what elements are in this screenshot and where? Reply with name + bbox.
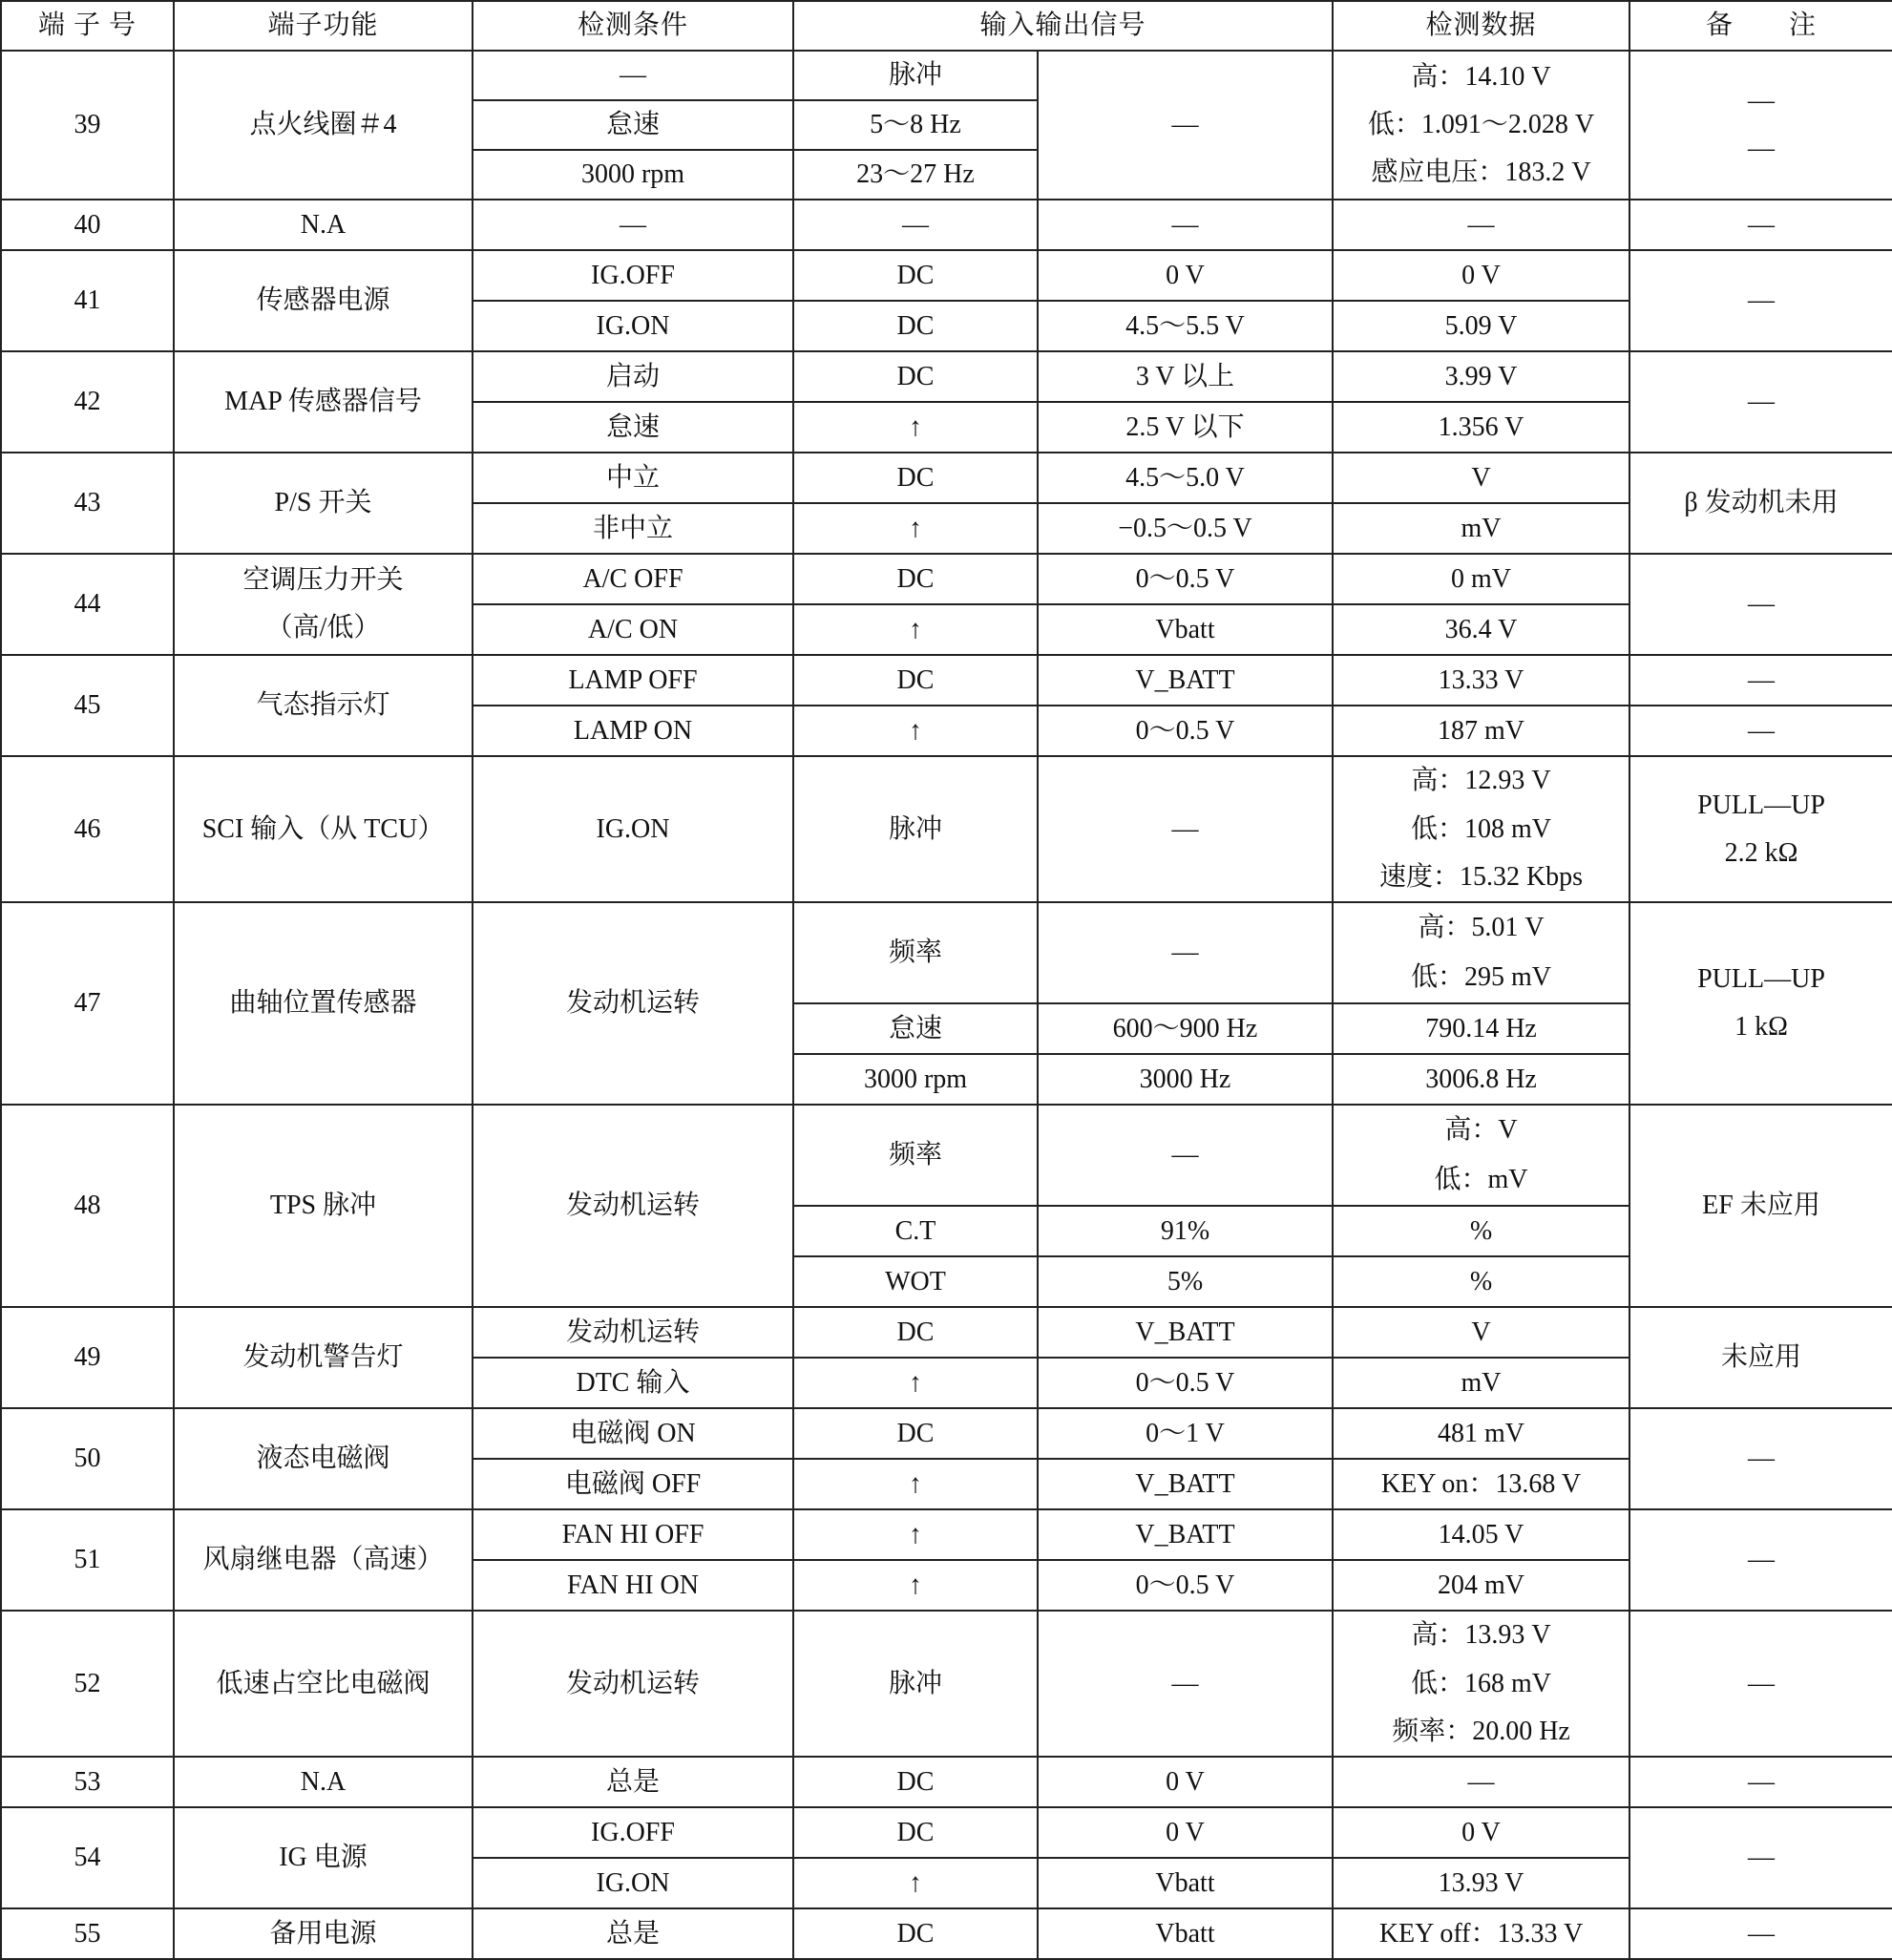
measured-data: V [1333, 453, 1629, 503]
measured-data: 36.4 V [1333, 604, 1629, 655]
measured-data: 3006.8 Hz [1333, 1054, 1629, 1105]
condition: FAN HI ON [473, 1560, 793, 1611]
signal-type: ↑ [793, 1509, 1038, 1560]
terminal-function: 传感器电源 [174, 250, 473, 351]
signal-value: Vbatt [1038, 1858, 1333, 1908]
measured-high: 高：13.93 V [1333, 1611, 1629, 1659]
condition: IG.ON [473, 756, 793, 902]
signal-value: 0 V [1038, 250, 1333, 301]
table-row [1, 756, 1892, 805]
signal-type: 脉冲 [793, 756, 1038, 902]
condition: 发动机运转 [473, 1105, 793, 1307]
measured-data: — [1333, 200, 1629, 250]
terminal-no: 54 [1, 1807, 174, 1908]
measured-data: 0 mV [1333, 554, 1629, 604]
terminal-no: 53 [1, 1757, 174, 1807]
condition: — [473, 51, 793, 100]
signal-value: Vbatt [1038, 1908, 1333, 1959]
signal-type: C.T [793, 1206, 1038, 1256]
terminal-no: 48 [1, 1105, 174, 1307]
terminal-function: 发动机警告灯 [174, 1307, 473, 1408]
signal-value: 0～0.5 V [1038, 554, 1333, 604]
signal-type: 3000 rpm [793, 1054, 1038, 1105]
signal-value: 0～0.5 V [1038, 1560, 1333, 1611]
measured-data: % [1333, 1256, 1629, 1307]
remark-line: PULL—UP [1697, 790, 1825, 820]
measured-data: 14.05 V [1333, 1509, 1629, 1560]
remark: — [1629, 1611, 1892, 1757]
measured-data: % [1333, 1206, 1629, 1256]
measured-low: 低：108 mV [1333, 805, 1629, 854]
table-row [1, 1908, 1892, 1959]
table-row [1, 1611, 1892, 1659]
measured-frequency: 频率：20.00 Hz [1333, 1708, 1629, 1757]
header-io-signal: 输入输出信号 [793, 1, 1333, 51]
signal-type: DC [793, 554, 1038, 604]
header-row [1, 1, 1892, 51]
signal-type: ↑ [793, 402, 1038, 453]
measured-low: 低：mV [1333, 1155, 1629, 1206]
signal-type: 频率 [793, 902, 1038, 1003]
terminal-function: N.A [174, 1757, 473, 1807]
condition: 中立 [473, 453, 793, 503]
remark [1629, 756, 1892, 902]
measured-data: 481 mV [1333, 1408, 1629, 1459]
measured-data: 790.14 Hz [1333, 1003, 1629, 1054]
table-row [1, 1307, 1892, 1358]
remark: — [1629, 250, 1892, 351]
table-row [1, 1408, 1892, 1459]
remark: — [1629, 706, 1892, 756]
table-row [1, 453, 1892, 503]
signal-type: DC [793, 1908, 1038, 1959]
signal-value: 0～1 V [1038, 1408, 1333, 1459]
terminal-no: 46 [1, 756, 174, 902]
terminal-no: 47 [1, 902, 174, 1105]
measured-data [1333, 51, 1629, 200]
condition: — [473, 200, 793, 250]
table-row [1, 1509, 1892, 1560]
remark: — [1629, 1908, 1892, 1959]
remark: — [1629, 351, 1892, 453]
terminal-function: 风扇继电器（高速） [174, 1509, 473, 1611]
remark [1629, 51, 1892, 200]
remark: — [1629, 1509, 1892, 1611]
terminal-no: 39 [1, 51, 174, 200]
signal-type: ↑ [793, 1858, 1038, 1908]
condition: FAN HI OFF [473, 1509, 793, 1560]
measured-low: 低：295 mV [1333, 953, 1629, 1003]
condition: 启动 [473, 351, 793, 402]
terminal-function: MAP 传感器信号 [174, 351, 473, 453]
condition: 总是 [473, 1908, 793, 1959]
signal-type: 5～8 Hz [793, 100, 1038, 150]
remark: β 发动机未用 [1629, 453, 1892, 554]
signal-value: V_BATT [1038, 1307, 1333, 1358]
signal-type: DC [793, 1408, 1038, 1459]
terminal-function: IG 电源 [174, 1807, 473, 1908]
measured-data: mV [1333, 503, 1629, 554]
measured-high: 高：5.01 V [1333, 902, 1629, 953]
terminal-no: 42 [1, 351, 174, 453]
remark: 未应用 [1629, 1307, 1892, 1408]
condition: 电磁阀 OFF [473, 1459, 793, 1509]
table-row [1, 351, 1892, 402]
table-row [1, 1105, 1892, 1155]
measured-data: 5.09 V [1333, 301, 1629, 351]
signal-value: 4.5～5.5 V [1038, 301, 1333, 351]
remark-line: — [1748, 134, 1776, 163]
signal-type: DC [793, 301, 1038, 351]
signal-value: V_BATT [1038, 1459, 1333, 1509]
signal-type: ↑ [793, 1459, 1038, 1509]
measured-high: 高：V [1333, 1105, 1629, 1155]
signal-type: DC [793, 1807, 1038, 1858]
remark: — [1629, 655, 1892, 706]
signal-type: 23～27 Hz [793, 150, 1038, 200]
signal-type: 怠速 [793, 1003, 1038, 1054]
condition: 发动机运转 [473, 1307, 793, 1358]
signal-value: V_BATT [1038, 1509, 1333, 1560]
signal-type: 脉冲 [793, 1611, 1038, 1757]
table-row [1, 51, 1892, 100]
condition: 发动机运转 [473, 902, 793, 1105]
remark: — [1629, 1757, 1892, 1807]
measured-data: — [1333, 1757, 1629, 1807]
measured-low: 低：1.091～2.028 V [1367, 110, 1595, 139]
signal-type: ↑ [793, 706, 1038, 756]
signal-value: — [1038, 1611, 1333, 1757]
measured-data: KEY on：13.68 V [1333, 1459, 1629, 1509]
condition: LAMP OFF [473, 655, 793, 706]
terminal-no: 49 [1, 1307, 174, 1408]
header-function: 端子功能 [174, 1, 473, 51]
remark: — [1629, 200, 1892, 250]
remark: — [1629, 1408, 1892, 1509]
measured-data: V [1333, 1307, 1629, 1358]
header-terminal-no: 端 子 号 [1, 1, 174, 51]
condition: IG.ON [473, 1858, 793, 1908]
terminal-function: TPS 脉冲 [174, 1105, 473, 1307]
signal-type: ↑ [793, 604, 1038, 655]
measured-induced: 感应电压：183.2 V [1371, 158, 1591, 187]
signal-type: DC [793, 1307, 1038, 1358]
terminal-function [174, 554, 473, 655]
measured-data: 13.33 V [1333, 655, 1629, 706]
terminal-function: 低速占空比电磁阀 [174, 1611, 473, 1757]
terminal-function: 备用电源 [174, 1908, 473, 1959]
condition: A/C ON [473, 604, 793, 655]
terminal-no: 43 [1, 453, 174, 554]
signal-type: DC [793, 1757, 1038, 1807]
signal-value: 91% [1038, 1206, 1333, 1256]
condition: IG.ON [473, 301, 793, 351]
terminal-no: 44 [1, 554, 174, 655]
table-row [1, 1757, 1892, 1807]
measured-data: 0 V [1333, 1807, 1629, 1858]
signal-type: 频率 [793, 1105, 1038, 1206]
signal-value: 0～0.5 V [1038, 706, 1333, 756]
terminal-no: 40 [1, 200, 174, 250]
signal-type: 脉冲 [793, 51, 1038, 100]
terminal-function: N.A [174, 200, 473, 250]
measured-data: 0 V [1333, 250, 1629, 301]
table-row [1, 902, 1892, 953]
signal-type: ↑ [793, 1358, 1038, 1408]
signal-type: ↑ [793, 1560, 1038, 1611]
signal-value: 4.5～5.0 V [1038, 453, 1333, 503]
signal-value: — [1038, 200, 1333, 250]
signal-value: 0～0.5 V [1038, 1358, 1333, 1408]
measured-data: 3.99 V [1333, 351, 1629, 402]
condition: LAMP ON [473, 706, 793, 756]
terminal-function: P/S 开关 [174, 453, 473, 554]
signal-type: WOT [793, 1256, 1038, 1307]
remark-line: PULL—UP [1697, 964, 1825, 994]
measured-data: mV [1333, 1358, 1629, 1408]
remark-line: 2.2 kΩ [1724, 837, 1798, 868]
signal-value: 3000 Hz [1038, 1054, 1333, 1105]
condition: IG.OFF [473, 1807, 793, 1858]
terminal-no: 45 [1, 655, 174, 756]
measured-speed: 速度：15.32 Kbps [1333, 854, 1629, 902]
function-line: 空调压力开关 [242, 565, 404, 595]
signal-value: — [1038, 756, 1333, 902]
condition: IG.OFF [473, 250, 793, 301]
header-remark: 备 注 [1629, 1, 1892, 51]
terminal-no: 52 [1, 1611, 174, 1757]
terminal-no: 41 [1, 250, 174, 351]
signal-type: DC [793, 453, 1038, 503]
condition: 发动机运转 [473, 1611, 793, 1757]
terminal-no: 51 [1, 1509, 174, 1611]
measured-data: 204 mV [1333, 1560, 1629, 1611]
signal-value: 2.5 V 以下 [1038, 402, 1333, 453]
signal-value: 0 V [1038, 1757, 1333, 1807]
measured-high: 高：14.10 V [1411, 62, 1551, 92]
header-data: 检测数据 [1333, 1, 1629, 51]
signal-type: DC [793, 250, 1038, 301]
signal-value: 5% [1038, 1256, 1333, 1307]
condition: 3000 rpm [473, 150, 793, 200]
signal-type: DC [793, 655, 1038, 706]
terminal-function: 曲轴位置传感器 [174, 902, 473, 1105]
signal-value: 600～900 Hz [1038, 1003, 1333, 1054]
remark-line: — [1748, 86, 1776, 116]
table-row [1, 655, 1892, 706]
terminal-function: 点火线圈＃4 [174, 51, 473, 200]
terminal-function: 气态指示灯 [174, 655, 473, 756]
terminal-no: 55 [1, 1908, 174, 1959]
remark-line: 1 kΩ [1734, 1012, 1788, 1042]
condition: 怠速 [473, 402, 793, 453]
function-line: （高/低） [265, 613, 381, 643]
condition: 非中立 [473, 503, 793, 554]
measured-data: KEY off：13.33 V [1333, 1908, 1629, 1959]
terminal-function: 液态电磁阀 [174, 1408, 473, 1509]
measured-high: 高：12.93 V [1333, 756, 1629, 805]
signal-value: 3 V 以上 [1038, 351, 1333, 402]
measured-data: 13.93 V [1333, 1858, 1629, 1908]
table-row [1, 250, 1892, 301]
condition: 总是 [473, 1757, 793, 1807]
condition: 怠速 [473, 100, 793, 150]
condition: DTC 输入 [473, 1358, 793, 1408]
header-condition: 检测条件 [473, 1, 793, 51]
signal-value: Vbatt [1038, 604, 1333, 655]
terminal-no: 50 [1, 1408, 174, 1509]
remark [1629, 902, 1892, 1105]
table-row [1, 200, 1892, 250]
signal-value: V_BATT [1038, 655, 1333, 706]
signal-value: — [1038, 902, 1333, 1003]
condition: 电磁阀 ON [473, 1408, 793, 1459]
signal-value: 0 V [1038, 1807, 1333, 1858]
remark: — [1629, 554, 1892, 655]
signal-value: −0.5～0.5 V [1038, 503, 1333, 554]
signal-value: — [1038, 51, 1333, 200]
measured-data: 1.356 V [1333, 402, 1629, 453]
signal-value: — [1038, 1105, 1333, 1206]
signal-type: DC [793, 351, 1038, 402]
table-row [1, 554, 1892, 604]
measured-data: 187 mV [1333, 706, 1629, 756]
remark: — [1629, 1807, 1892, 1908]
signal-type: — [793, 200, 1038, 250]
table-row [1, 1807, 1892, 1858]
signal-type: ↑ [793, 503, 1038, 554]
measured-low: 低：168 mV [1333, 1659, 1629, 1708]
remark: EF 未应用 [1629, 1105, 1892, 1307]
condition: A/C OFF [473, 554, 793, 604]
terminal-function: SCI 输入（从 TCU） [174, 756, 473, 902]
